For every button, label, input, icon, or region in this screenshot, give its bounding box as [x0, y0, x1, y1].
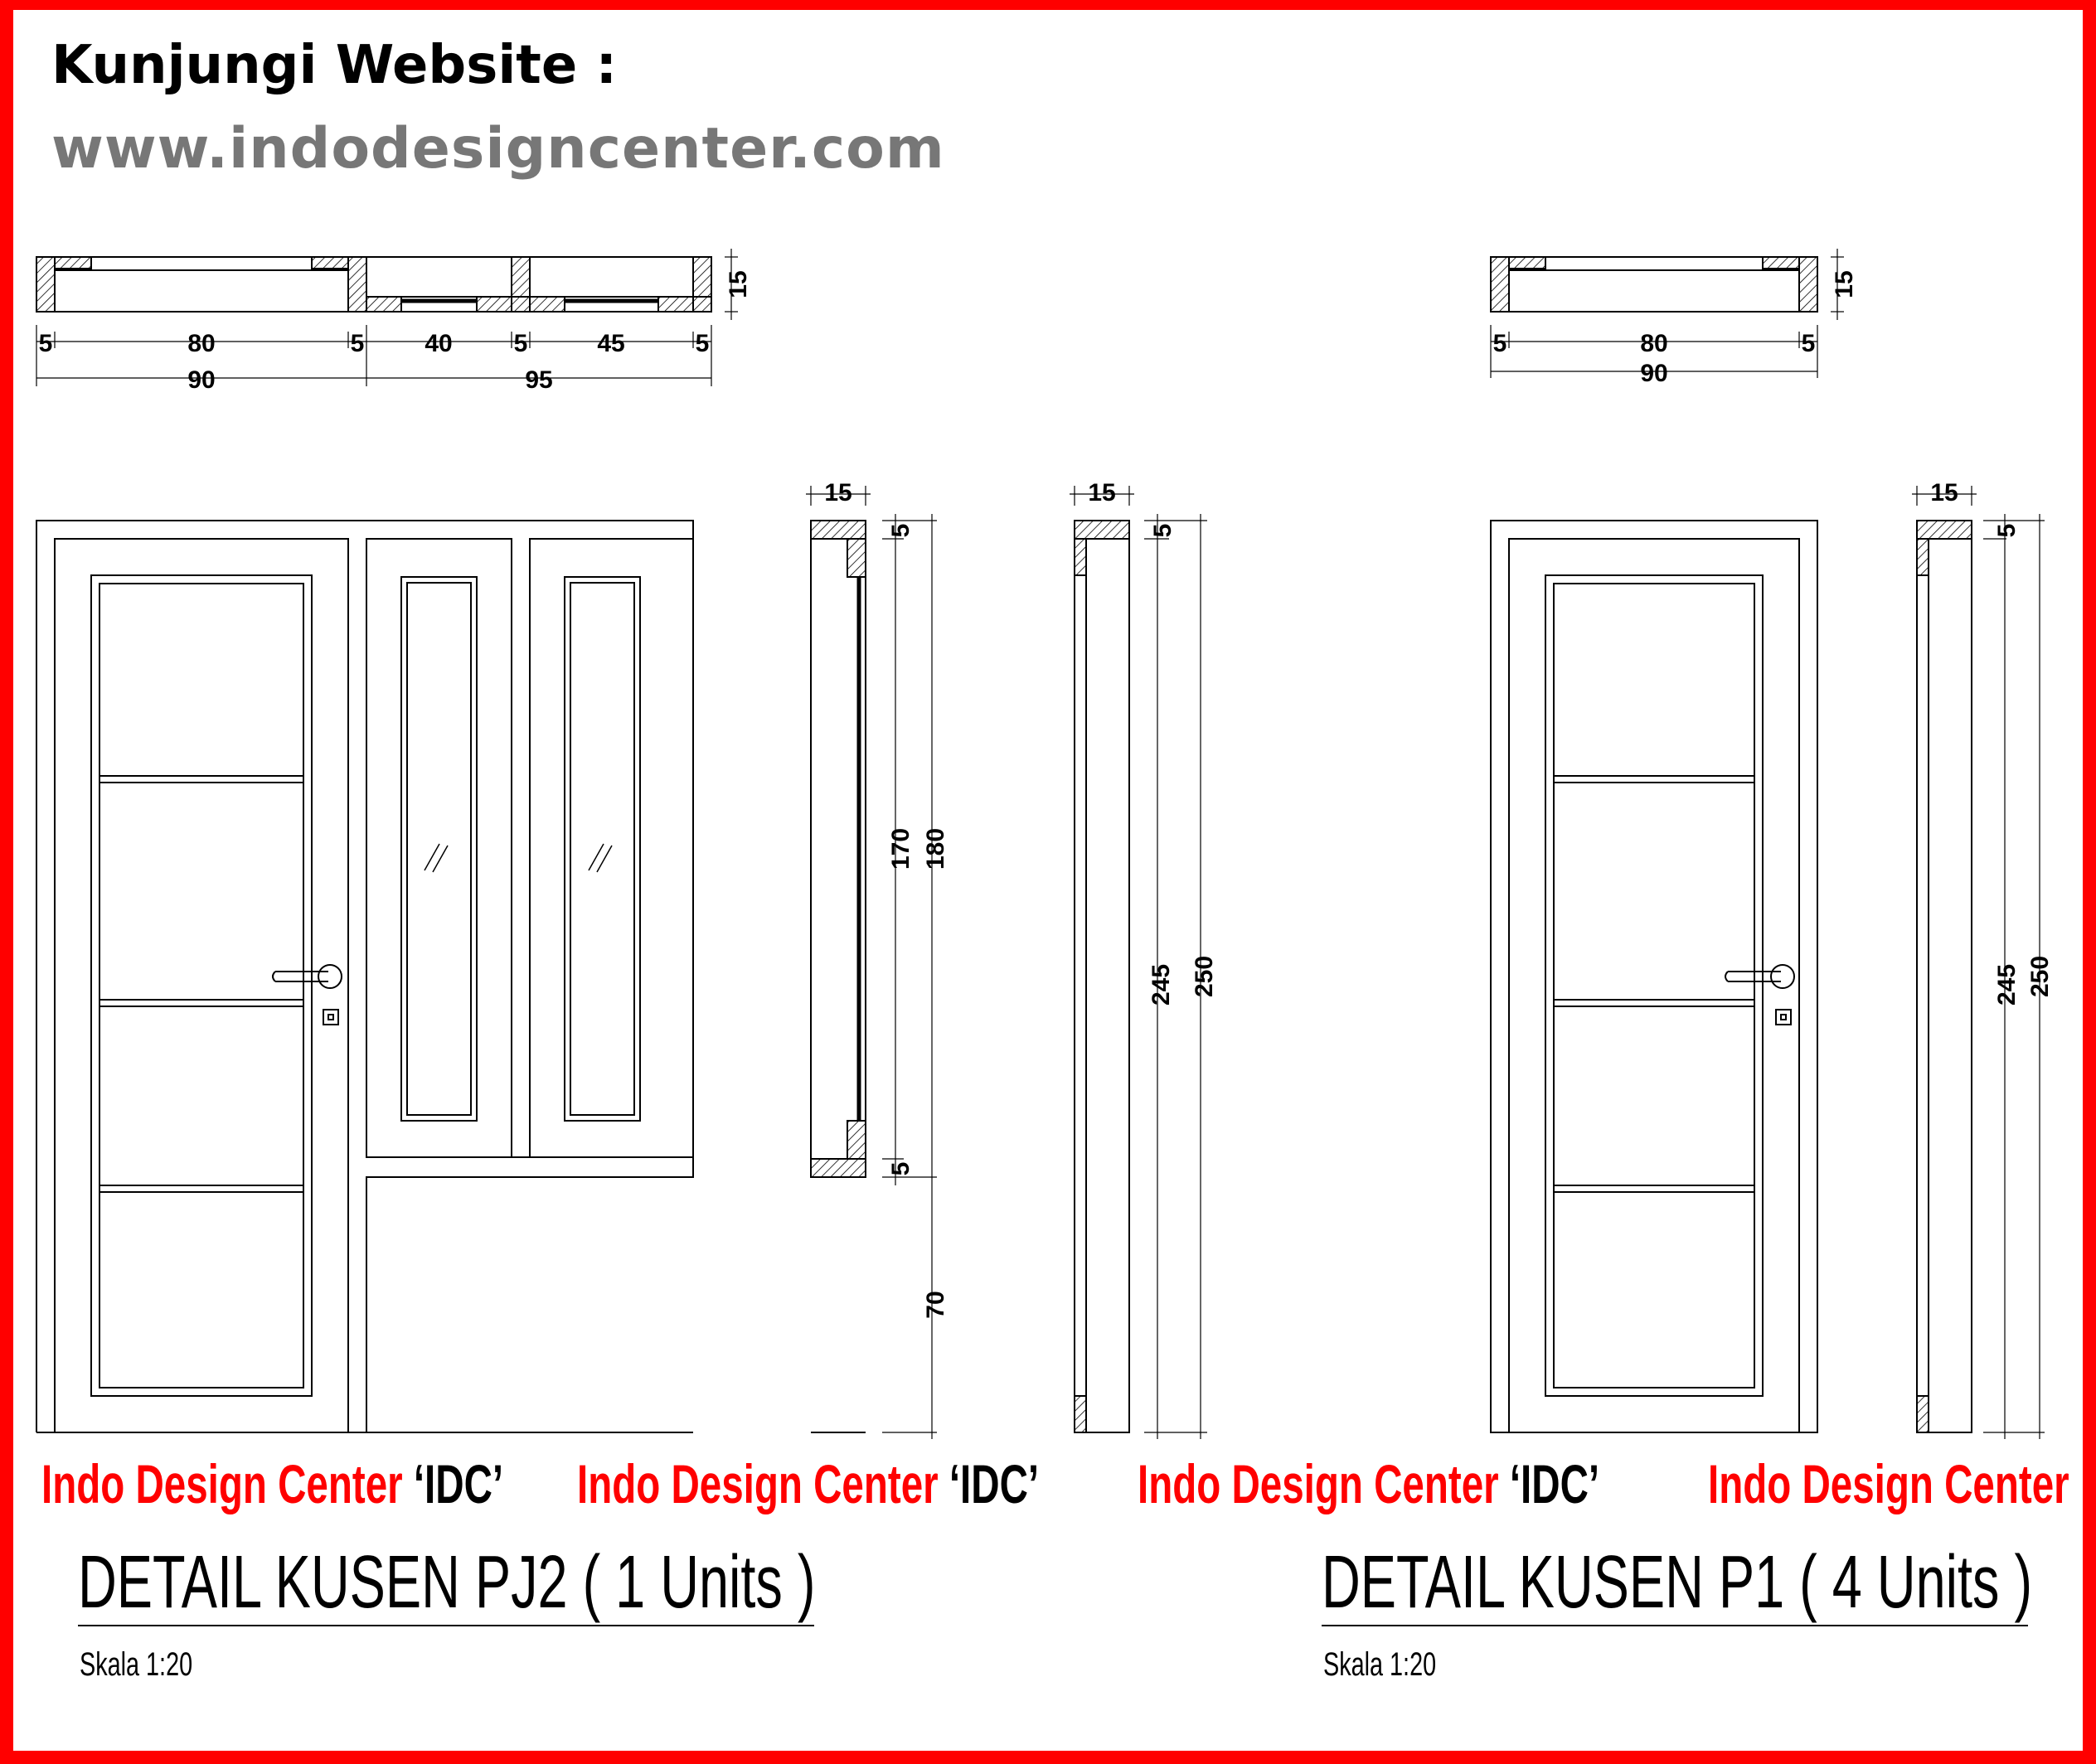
scale-pj2: Skala 1:20 [80, 1646, 193, 1683]
keyhole [1776, 1010, 1791, 1025]
plan-pj2-post [512, 257, 530, 312]
watermark: Indo Design Center ‘IDC’ [1138, 1453, 1600, 1514]
plan-pj2-post [693, 257, 711, 312]
title-p1: DETAIL KUSEN P1 ( 4 Units ) [1322, 1541, 2033, 1624]
dim-label: 245 [1993, 963, 2021, 1006]
door-leaf-pj2 [91, 575, 312, 1396]
plan-pj2 [36, 249, 738, 386]
dim-label: 45 [597, 330, 625, 357]
title-underline [78, 1625, 814, 1626]
dim-label: 5 [1149, 523, 1177, 538]
visit-website-label: Kunjungi Website : [51, 35, 618, 96]
website-url: www.indodesigncenter.com [51, 116, 945, 182]
dim-label: 5 [1801, 330, 1816, 357]
dim-label: 5 [887, 1161, 915, 1176]
plan-pj2-dims [39, 270, 752, 394]
section-window-dims [824, 479, 949, 1319]
plan-pj2-post [36, 257, 55, 312]
dim-label: 70 [922, 1291, 949, 1319]
window-sash-left [366, 539, 512, 1157]
dim-label: 80 [1640, 330, 1668, 357]
dim-label: 15 [1088, 479, 1116, 506]
watermark: Indo Design Center ‘IDC’ [577, 1453, 1040, 1514]
dim-label: 40 [425, 330, 453, 357]
dim-label: 250 [1191, 955, 1218, 998]
dim-label: 170 [887, 827, 915, 870]
window-sash-right [530, 539, 693, 1157]
dim-label: 5 [1492, 330, 1507, 357]
elevation-pj2 [36, 521, 693, 1432]
dim-label: 95 [525, 366, 553, 394]
section-door-p1-dims [1930, 479, 2054, 1006]
dim-label: 15 [1831, 270, 1858, 298]
title-underline [1322, 1625, 2028, 1626]
section-door-pj2-dims [1088, 479, 1218, 1006]
dim-label: 15 [1930, 479, 1958, 506]
door-leaf-p1 [1545, 575, 1763, 1396]
scale-p1: Skala 1:20 [1323, 1646, 1437, 1683]
dim-label: 245 [1147, 963, 1175, 1006]
dim-label: 5 [513, 330, 528, 357]
watermark: Indo Design Center ‘IDC’ [41, 1453, 504, 1514]
plan-pj2-post [348, 257, 366, 312]
dim-label: 5 [350, 330, 365, 357]
dim-label: 80 [187, 330, 216, 357]
dim-label: 5 [887, 523, 915, 538]
elevation-p1 [1491, 521, 1817, 1432]
title-pj2: DETAIL KUSEN PJ2 ( 1 Units ) [78, 1541, 816, 1624]
dim-label: 15 [824, 479, 852, 506]
dim-label: 250 [2026, 955, 2054, 998]
dim-label: 5 [38, 330, 53, 357]
keyhole [323, 1010, 338, 1025]
door-handle [1771, 965, 1794, 988]
dim-label: 5 [1993, 523, 2021, 538]
section-window [806, 486, 937, 1439]
section-door-pj2 [1070, 486, 1207, 1439]
dim-label: 90 [1640, 360, 1668, 387]
door-handle [318, 965, 342, 988]
section-door-p1 [1912, 486, 2045, 1439]
watermark: Indo Design Center [1708, 1453, 2069, 1514]
dim-label: 15 [725, 270, 752, 298]
dim-label: 90 [187, 366, 216, 394]
plan-p1 [1491, 249, 1844, 378]
dim-label: 5 [695, 330, 710, 357]
dim-label: 180 [922, 827, 949, 870]
